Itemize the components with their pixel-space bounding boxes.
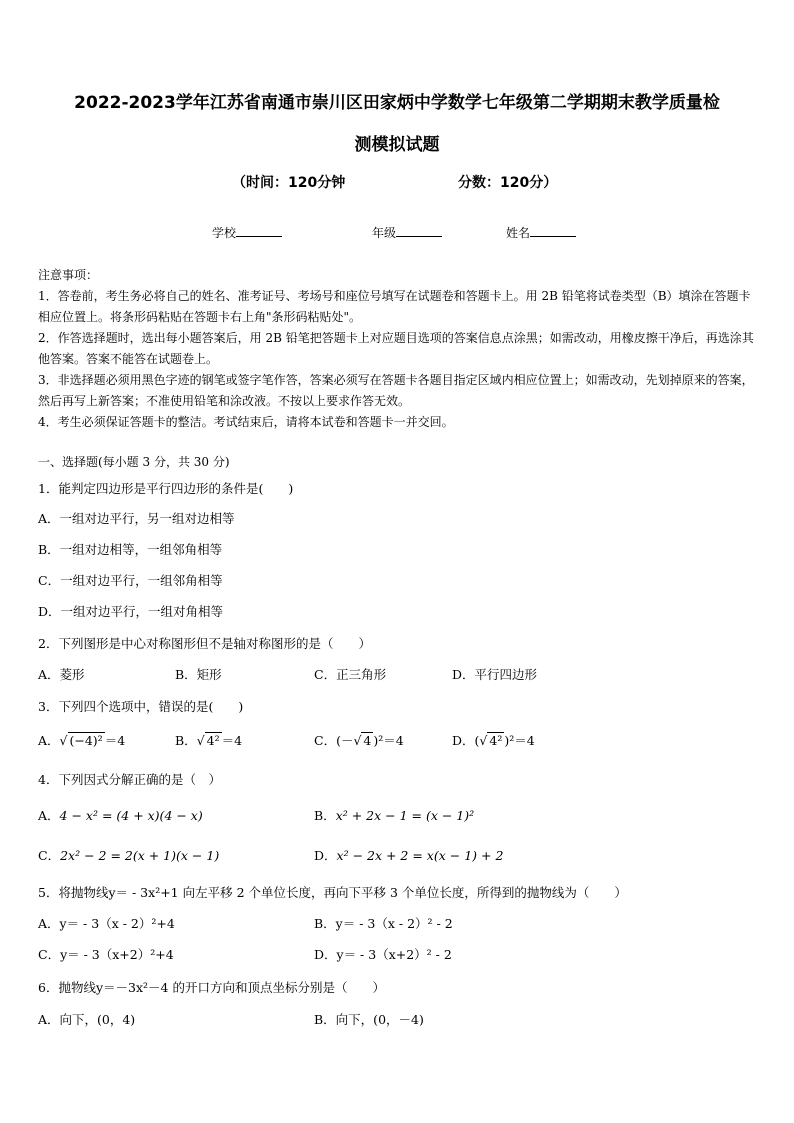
q3-d-label: D．( [452, 733, 480, 748]
q4-a-expression: 4 − x² = (4 + x)(4 − x) [59, 808, 203, 823]
q3-b-tail: ＝4 [221, 733, 243, 748]
q4-option-c[interactable] [38, 846, 219, 864]
sqrt-icon: √ [353, 733, 362, 748]
q4-option-a[interactable] [38, 806, 203, 824]
question-3-stem: 3．下列四个选项中，错误的是( ) [38, 699, 244, 714]
grade-field[interactable] [372, 224, 442, 241]
q4-a-label: A． [38, 808, 60, 823]
note-item: 3．非选择题必须用黑色字迹的钢笔或签字笔作答，答案必须写在答题卡各题目指定区域内相应位置上；如需改动，先划掉原来的答案，然后再写上新答案；不准使用铅笔和涂改液。不按以上要求作答无效。 [38, 373, 754, 408]
section-heading: 一、选择题(每小题 3 分，共 30 分) [38, 455, 230, 469]
name-label: 姓名 [506, 226, 531, 240]
question-2-stem: 2．下列图形是中心对称图形但不是轴对称图形的是（ ） [38, 636, 371, 651]
q3-c-radicand: 4 [363, 733, 372, 748]
q3-a-radicand: (−4)² [69, 733, 103, 748]
q3-option-d[interactable] [452, 731, 535, 749]
grade-blank[interactable] [396, 226, 442, 237]
q3-b-label: B． [175, 733, 197, 748]
school-field[interactable] [212, 224, 282, 241]
q3-option-c[interactable] [314, 731, 404, 749]
q1-option-b[interactable]: B．一组对边相等，一组邻角相等 [38, 542, 223, 557]
q2-option-c[interactable]: C．正三角形 [314, 667, 387, 682]
q4-option-d[interactable] [314, 846, 503, 864]
q1-option-a[interactable]: A．一组对边平行，另一组对边相等 [38, 511, 235, 526]
q4-b-expression: x² + 2x − 1 = (x − 1)² [335, 808, 475, 823]
question-1-stem: 1．能判定四边形是平行四边形的条件是( ) [38, 481, 294, 496]
q4-c-label: C． [38, 848, 61, 863]
q3-b-radicand: 4² [206, 733, 220, 748]
question-6-stem: 6．抛物线y＝－3x²－4 的开口方向和顶点坐标分别是（ ） [38, 980, 385, 995]
q3-c-tail: )²＝4 [373, 733, 404, 748]
school-label: 学校 [212, 226, 237, 240]
sqrt-icon: √ [59, 733, 68, 748]
q3-d-tail: )²＝4 [504, 733, 535, 748]
q3-c-label: C．(－ [314, 733, 354, 748]
q2-option-a[interactable]: A．菱形 [38, 667, 85, 682]
q1-option-d[interactable]: D．一组对边平行，一组对角相等 [38, 604, 224, 619]
q4-b-label: B． [314, 808, 336, 823]
question-5-stem: 5．将抛物线y＝ - 3x²+1 向左平移 2 个单位长度，再向下平移 3 个单位长度，所得到的抛物线为（ ） [38, 885, 627, 900]
q5-option-a[interactable]: A．y＝ - 3（x - 2）²+4 [38, 916, 175, 931]
note-item: 1．答卷前，考生务必将自己的姓名、准考证号、考场号和座位号填写在试题卷和答题卡上。用 2B 铅笔将试卷类型（B）填涂在答题卡相应位置上。将条形码粘贴在答题卡右上角"条形码粘贴处"。 [38, 289, 751, 324]
notes-heading: 注意事项： [38, 268, 99, 282]
q5-option-d[interactable]: D．y＝ - 3（x+2）² - 2 [314, 947, 452, 962]
q4-d-label: D． [314, 848, 337, 863]
q4-option-b[interactable] [314, 806, 474, 824]
note-item: 4．考生必须保证答题卡的整洁。考试结束后，请将本试卷和答题卡一并交回。 [38, 415, 454, 429]
q1-option-c[interactable]: C．一组对边平行，一组邻角相等 [38, 573, 223, 588]
q3-option-b[interactable] [175, 731, 242, 749]
exam-title-line1: 2022-2023学年江苏省南通市崇川区田家炳中学数学七年级第二学期期末教学质量检 [74, 93, 720, 113]
exam-score: 分数：120分） [458, 175, 558, 191]
sqrt-icon: √ [479, 733, 488, 748]
q5-option-c[interactable]: C．y＝ - 3（x+2）²+4 [38, 947, 174, 962]
exam-title-line2: 测模拟试题 [354, 135, 440, 155]
q2-option-d[interactable]: D．平行四边形 [452, 667, 538, 682]
question-4-stem: 4．下列因式分解正确的是（ ） [38, 772, 221, 787]
exam-time: （时间：120分钟 [232, 175, 346, 191]
q5-option-b[interactable]: B．y＝ - 3（x - 2）² - 2 [314, 916, 453, 931]
q3-a-tail: ＝4 [104, 733, 126, 748]
exam-notes [38, 265, 760, 433]
q3-d-radicand: 4² [489, 733, 503, 748]
q3-a-label: A． [38, 733, 60, 748]
q4-c-expression: 2x² − 2 = 2(x + 1)(x − 1) [60, 848, 220, 863]
school-blank[interactable] [236, 226, 282, 237]
name-field[interactable] [506, 224, 576, 241]
sqrt-icon: √ [196, 733, 205, 748]
q2-option-b[interactable]: B．矩形 [175, 667, 222, 682]
q6-option-b[interactable]: B．向下，(0，－4) [314, 1012, 424, 1027]
q3-option-a[interactable] [38, 731, 125, 749]
q6-option-a[interactable]: A．向下，(0，4) [38, 1012, 136, 1027]
name-blank[interactable] [530, 226, 576, 237]
q4-d-expression: x² − 2x + 2 = x(x − 1) + 2 [336, 848, 504, 863]
grade-label: 年级 [372, 226, 397, 240]
note-item: 2．作答选择题时，选出每小题答案后，用 2B 铅笔把答题卡上对应题目选项的答案信息点涂黑；如需改动，用橡皮擦干净后，再选涂其他答案。答案不能答在试题卷上。 [38, 331, 754, 366]
